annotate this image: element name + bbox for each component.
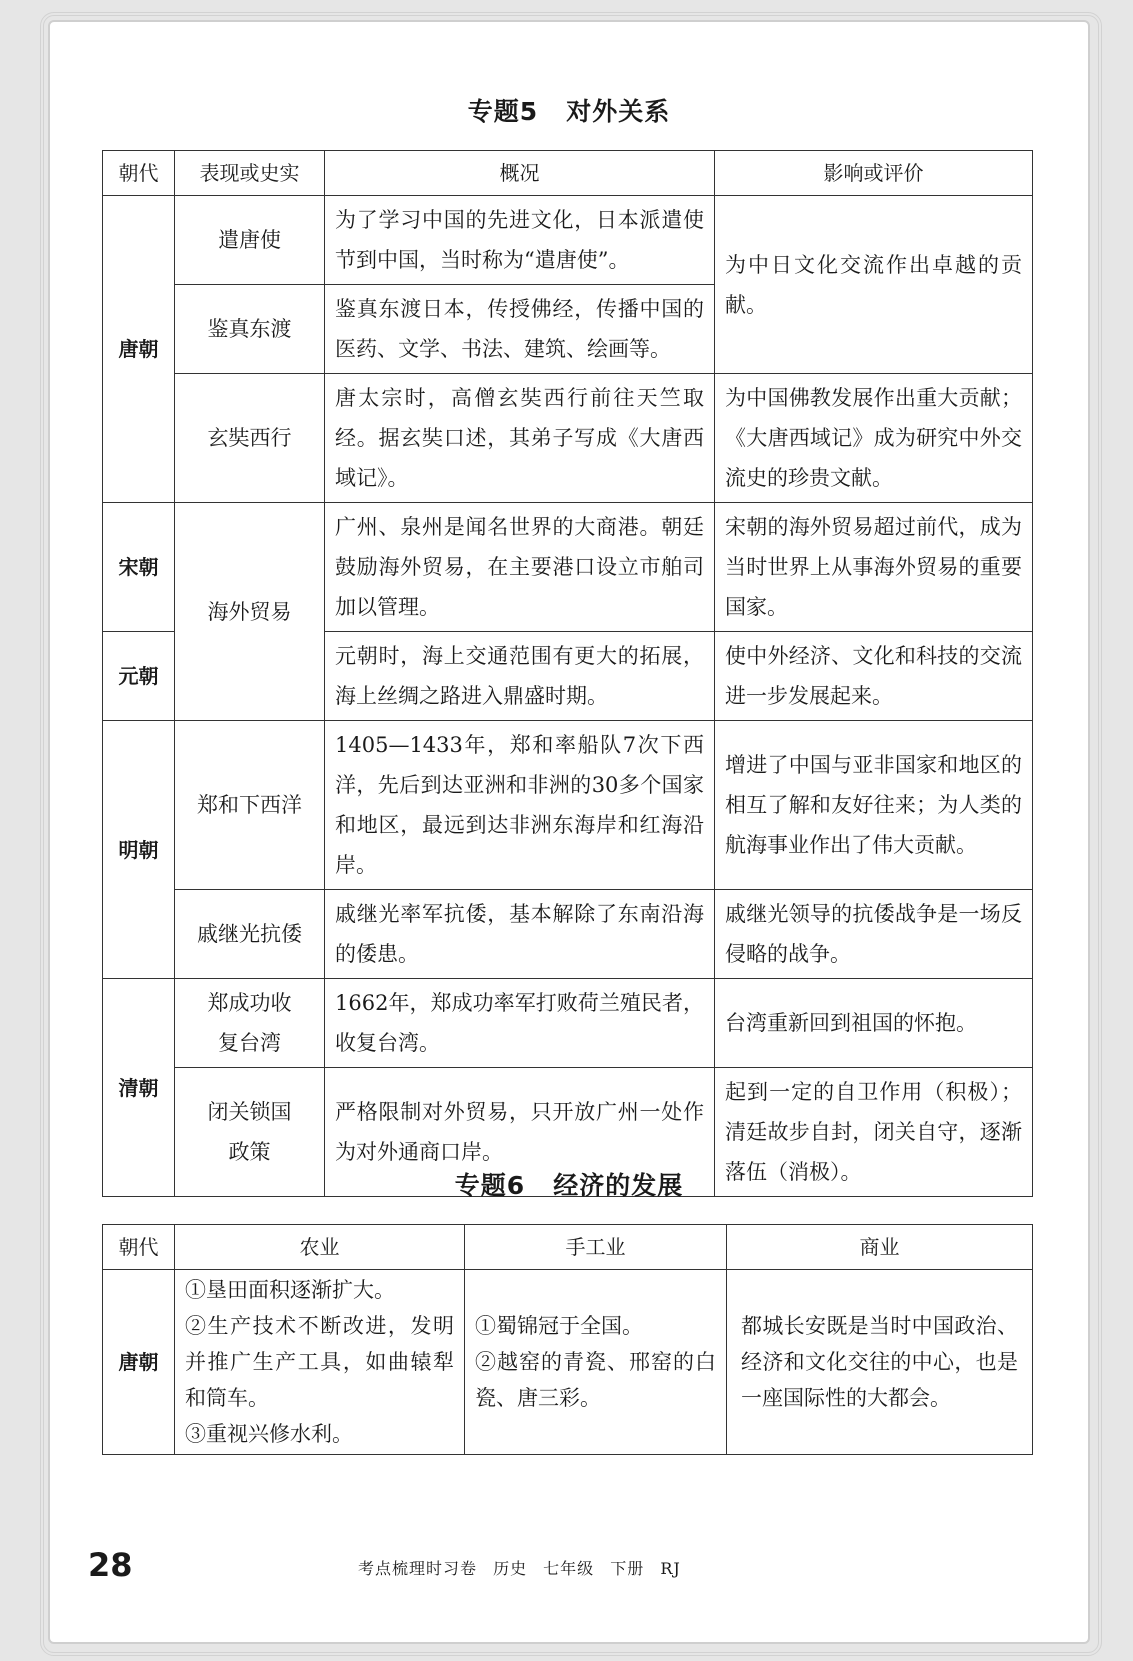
- impact-cell-shared: 为中日文化交流作出卓越的贡献。: [715, 196, 1033, 374]
- topic6-heading: [102, 1166, 1032, 1202]
- summary-cell: 戚继光率军抗倭，基本解除了东南沿海的倭患。: [325, 890, 715, 979]
- header-impact: 影响或评价: [715, 151, 1033, 196]
- commerce-cell: 都城长安既是当时中国政治、经济和文化交往的中心，也是一座国际性的大都会。: [727, 1270, 1033, 1455]
- agriculture-cell: [175, 1270, 465, 1455]
- list-item: ③重视兴修水利。: [185, 1422, 353, 1446]
- event-cell: 闭关锁国政策: [175, 1068, 325, 1197]
- summary-cell: 严格限制对外贸易，只开放广州一处作为对外通商口岸。: [325, 1068, 715, 1197]
- topic6-subtitle: 经济的发展: [553, 1171, 684, 1200]
- dynasty-cell-song: 宋朝: [103, 503, 175, 632]
- table-row: [103, 1270, 1033, 1455]
- dynasty-cell-qing: 清朝: [103, 979, 175, 1197]
- topic5-header-row: [103, 151, 1033, 196]
- summary-cell: 1405—1433年，郑和率船队7次下西洋，先后到达亚洲和非洲的30多个国家和地区，最远到达非洲东海岸和红海沿岸。: [325, 721, 715, 890]
- page-number: 28: [88, 1546, 133, 1584]
- header-agriculture: 农业: [175, 1225, 465, 1270]
- table-row: [103, 196, 1033, 285]
- event-cell: 鉴真东渡: [175, 285, 325, 374]
- event-cell: 郑成功收复台湾: [175, 979, 325, 1068]
- topic5-title: 专题5: [467, 97, 539, 126]
- header-commerce: 商业: [727, 1225, 1033, 1270]
- topic6-header-row: [103, 1225, 1033, 1270]
- list-item: ①垦田面积逐渐扩大。: [185, 1278, 395, 1302]
- impact-cell: 宋朝的海外贸易超过前代，成为当时世界上从事海外贸易的重要国家。: [715, 503, 1033, 632]
- summary-cell: 1662年，郑成功率军打败荷兰殖民者，收复台湾。: [325, 979, 715, 1068]
- header-handicraft: 手工业: [465, 1225, 727, 1270]
- list-item: ①蜀锦冠于全国。: [475, 1314, 643, 1338]
- topic5-subtitle: 对外关系: [566, 97, 671, 126]
- impact-cell: 戚继光领导的抗倭战争是一场反侵略的战争。: [715, 890, 1033, 979]
- header-dynasty: 朝代: [103, 151, 175, 196]
- header-event: 表现或史实: [175, 151, 325, 196]
- header-dynasty: 朝代: [103, 1225, 175, 1270]
- event-cell: 遣唐使: [175, 196, 325, 285]
- event-cell-maritime-trade: 海外贸易: [175, 503, 325, 721]
- table-row: [103, 890, 1033, 979]
- list-item: ②生产技术不断改进，发明并推广生产工具，如曲辕犁和筒车。: [185, 1314, 454, 1410]
- table-row: [103, 503, 1033, 632]
- summary-cell: 唐太宗时，高僧玄奘西行前往天竺取经。据玄奘口述，其弟子写成《大唐西域记》。: [325, 374, 715, 503]
- impact-cell: 台湾重新回到祖国的怀抱。: [715, 979, 1033, 1068]
- dynasty-cell-yuan: 元朝: [103, 632, 175, 721]
- topic6-table: [102, 1224, 1033, 1455]
- dynasty-cell-tang: 唐朝: [103, 196, 175, 503]
- impact-cell: 增进了中国与亚非国家和地区的相互了解和友好往来；为人类的航海事业作出了伟大贡献。: [715, 721, 1033, 890]
- book-info: 考点梳理时习卷 历史 七年级 下册 RJ: [358, 1559, 681, 1578]
- table-row: [103, 374, 1033, 503]
- page-footer: [88, 1546, 1048, 1586]
- topic6-title: 专题6: [454, 1171, 526, 1200]
- header-summary: 概况: [325, 151, 715, 196]
- summary-cell: 广州、泉州是闻名世界的大商港。朝廷鼓励海外贸易，在主要港口设立市舶司加以管理。: [325, 503, 715, 632]
- impact-cell: 使中外经济、文化和科技的交流进一步发展起来。: [715, 632, 1033, 721]
- impact-cell: 为中国佛教发展作出重大贡献；《大唐西域记》成为研究中外交流史的珍贵文献。: [715, 374, 1033, 503]
- topic5-heading: [102, 92, 1032, 128]
- dynasty-cell-tang: 唐朝: [103, 1270, 175, 1455]
- table-row: [103, 721, 1033, 890]
- impact-cell: 起到一定的自卫作用（积极）；清廷故步自封，闭关自守，逐渐落伍（消极）。: [715, 1068, 1033, 1197]
- list-item: ②越窑的青瓷、邢窑的白瓷、唐三彩。: [475, 1350, 716, 1410]
- summary-cell: 鉴真东渡日本，传授佛经，传播中国的医药、文学、书法、建筑、绘画等。: [325, 285, 715, 374]
- event-cell: 戚继光抗倭: [175, 890, 325, 979]
- dynasty-cell-ming: 明朝: [103, 721, 175, 979]
- summary-cell: 为了学习中国的先进文化，日本派遣使节到中国，当时称为“遣唐使”。: [325, 196, 715, 285]
- summary-cell: 元朝时，海上交通范围有更大的拓展，海上丝绸之路进入鼎盛时期。: [325, 632, 715, 721]
- event-cell: 郑和下西洋: [175, 721, 325, 890]
- event-cell: 玄奘西行: [175, 374, 325, 503]
- handicraft-cell: [465, 1270, 727, 1455]
- topic5-table: [102, 150, 1033, 1197]
- table-row: [103, 979, 1033, 1068]
